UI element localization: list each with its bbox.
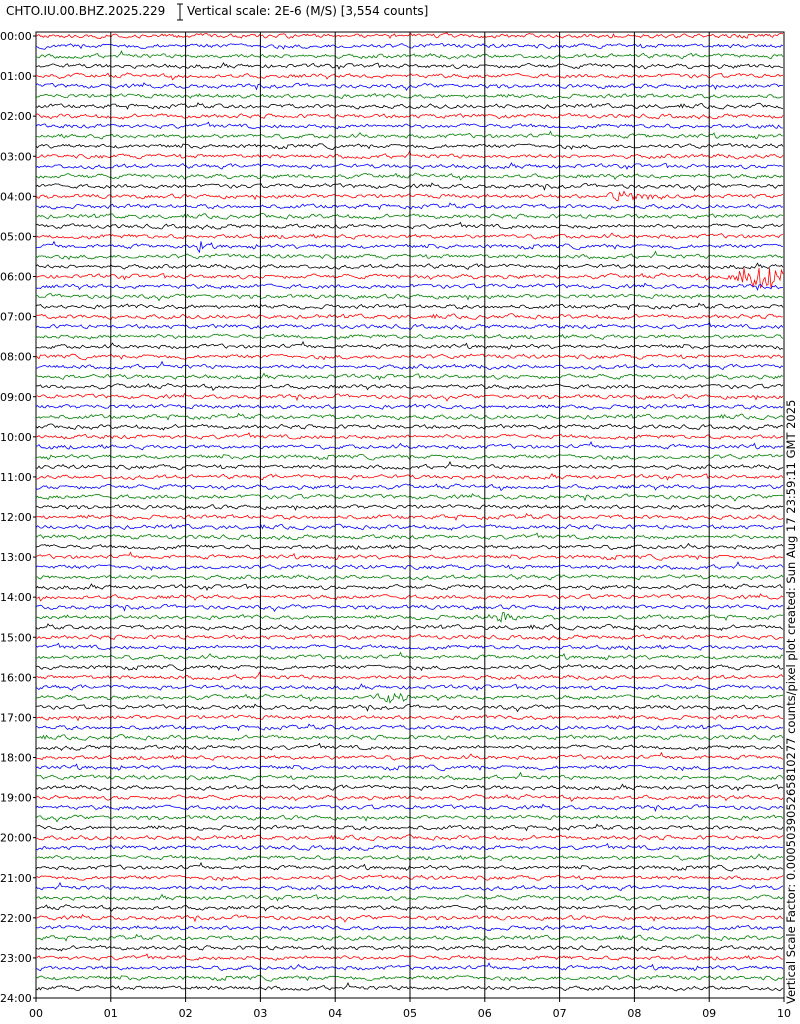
minute-tick-label: 04: [328, 1007, 343, 1020]
minute-tick-label: 05: [403, 1007, 417, 1020]
hour-tick-label: 06:00: [0, 270, 32, 284]
hour-tick-label: 14:00: [0, 591, 32, 605]
minute-gridlines: [111, 32, 709, 998]
hour-tick-label: 21:00: [0, 871, 32, 885]
vertical-scale-factor-note: Vertical Scale Factor: 0.000503905265810277 counts/pixel plot created: Sun Aug 17 23:59:11 GMT 2025: [784, 399, 798, 1004]
hour-tick-label: 00:00: [0, 30, 32, 43]
hour-tick-label: 18:00: [0, 751, 32, 765]
minute-tick-label: 07: [552, 1007, 567, 1020]
hour-tick-label: 24:00: [0, 992, 32, 1005]
hour-tick-label: 12:00: [0, 511, 32, 524]
hour-tick-label: 07:00: [0, 310, 32, 324]
hour-tick-label: 09:00: [0, 390, 32, 404]
hour-tick-label: 20:00: [0, 831, 32, 845]
hour-tick-label: 03:00: [0, 150, 32, 164]
hour-tick-label: 23:00: [0, 951, 32, 965]
hour-tick-label: 08:00: [0, 350, 32, 364]
hour-tick-label: 10:00: [0, 430, 32, 444]
hour-tick-label: 04:00: [0, 190, 32, 204]
hour-tick-label: 11:00: [0, 470, 32, 484]
vertical-scale-label: Vertical scale: 2E-6 (M/S) [3,554 counts]: [187, 4, 429, 18]
hour-tick-label: 22:00: [0, 911, 32, 925]
minute-tick-label: 08: [627, 1007, 642, 1020]
hour-tick-label: 05:00: [0, 230, 32, 244]
hour-tick-label: 02:00: [0, 110, 32, 124]
station-id: CHTO.IU.00.BHZ.2025.229: [6, 4, 166, 18]
scale-bar-icon: [177, 4, 183, 20]
hour-tick-label: 17:00: [0, 711, 32, 725]
minute-tick-label: 09: [702, 1007, 717, 1020]
hour-tick-label: 16:00: [0, 671, 32, 685]
hour-tick-label: 01:00: [0, 70, 32, 84]
minute-tick-label: 06: [477, 1007, 492, 1020]
hour-tick-label: 13:00: [0, 551, 32, 565]
minute-axis: [29, 998, 791, 1020]
hour-tick-label: 15:00: [0, 631, 32, 645]
hour-tick-label: 19:00: [0, 791, 32, 805]
minute-tick-label: 03: [253, 1007, 268, 1020]
minute-tick-label: 02: [178, 1007, 193, 1020]
minute-tick-label: 10: [777, 1007, 791, 1020]
minute-tick-label: 00: [29, 1007, 43, 1020]
hour-axis: [0, 30, 36, 1005]
minute-tick-label: 01: [103, 1007, 118, 1020]
